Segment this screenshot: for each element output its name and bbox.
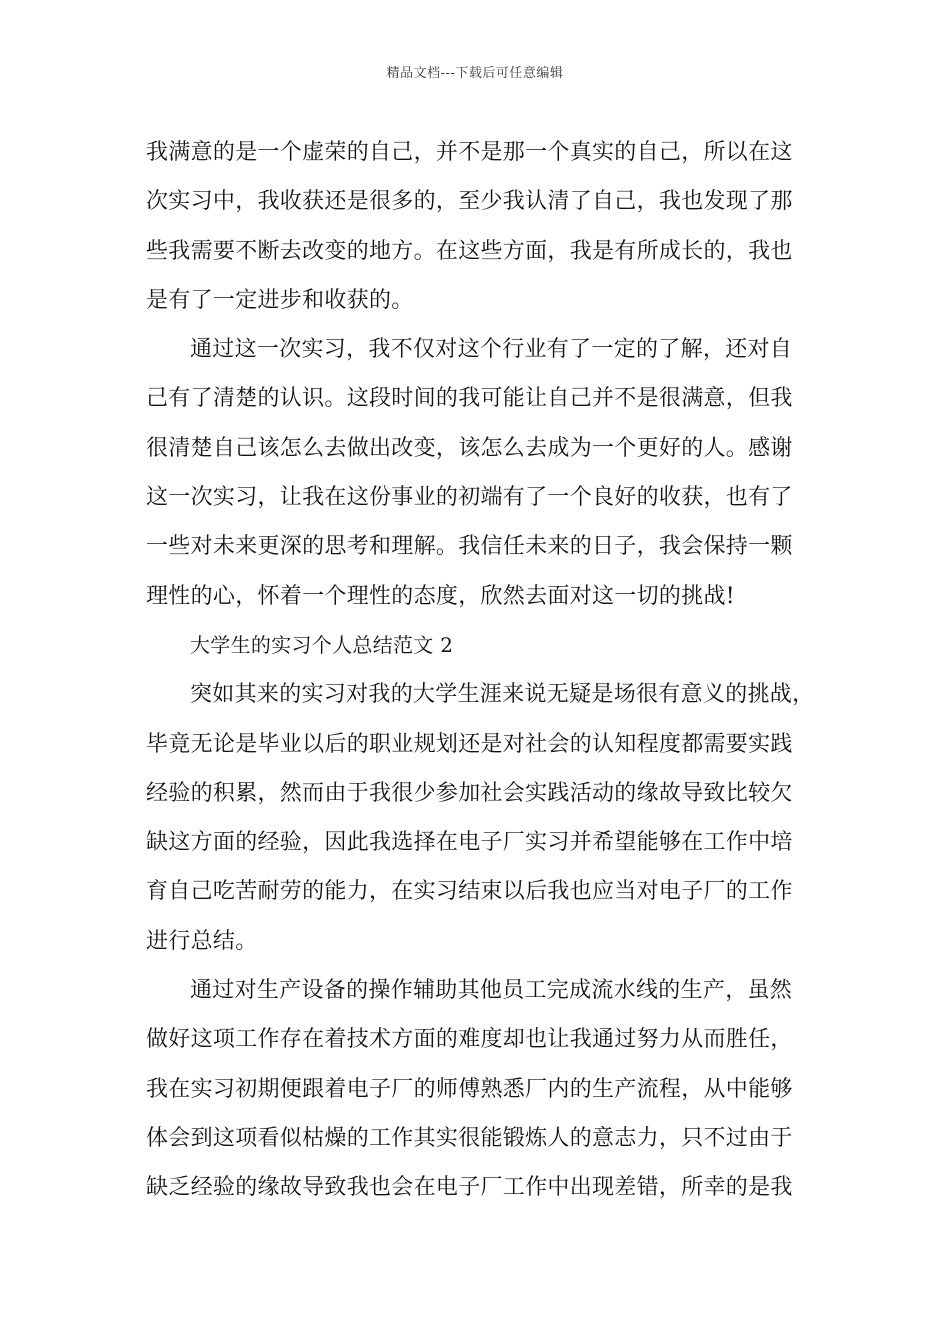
text-line: 经验的积累，然而由于我很少参加社会实践活动的缘故导致比较欠 [146, 780, 793, 806]
text-line: 体会到这项看似枯燥的工作其实很能锻炼人的意志力，只不过由于 [146, 1125, 793, 1151]
text-line: 进行总结。 [146, 928, 258, 954]
text-line: 做好这项工作存在着技术方面的难度却也让我通过努力从而胜任， [146, 1027, 793, 1053]
page-header: 精品文档---下载后可任意编辑 [386, 66, 564, 81]
text-line: 我满意的是一个虚荣的自己，并不是那一个真实的自己，所以在这 [146, 140, 793, 165]
text-line: 这一次实习，让我在这份事业的初端有了一个良好的收获，也有了 [146, 485, 793, 511]
text-line: 缺乏经验的缘故导致我也会在电子厂工作中出现差错，所幸的是我 [146, 1175, 793, 1201]
section-heading: 大学生的实习个人总结范文 2 [190, 632, 454, 657]
text-line: 通过对生产设备的操作辅助其他员工完成流水线的生产，虽然 [190, 978, 793, 1004]
text-line: 理性的心，怀着一个理性的态度，欣然去面对这一切的挑战! [146, 583, 735, 609]
text-line: 一些对未来更深的思考和理解。我信任未来的日子，我会保持一颗 [146, 534, 793, 560]
body-text [146, 128, 826, 1213]
text-line: 很清楚自己该怎么去做出改变，该怎么去成为一个更好的人。感谢 [146, 435, 793, 461]
text-line: 突如其来的实习对我的大学生涯来说无疑是场很有意义的挑战， [190, 682, 815, 708]
text-line: 缺这方面的经验，因此我选择在电子厂实习并希望能够在工作中培 [146, 830, 793, 856]
text-line: 些我需要不断去改变的地方。在这些方面，我是有所成长的，我也 [146, 238, 793, 264]
text-line: 我在实习初期便跟着电子厂的师傅熟悉厂内的生产流程，从中能够 [146, 1076, 793, 1102]
text-line: 毕竟无论是毕业以后的职业规划还是对社会的认知程度都需要实践 [146, 731, 793, 757]
text-line: 次实习中，我收获还是很多的，至少我认清了自己，我也发现了那 [146, 189, 793, 215]
text-line: 育自己吃苦耐劳的能力，在实习结束以后我也应当对电子厂的工作 [146, 879, 793, 905]
text-line: 通过这一次实习，我不仅对这个行业有了一定的了解，还对自 [190, 337, 793, 363]
text-line: 己有了清楚的认识。这段时间的我可能让自己并不是很满意，但我 [146, 386, 793, 412]
text-line: 是有了一定进步和收获的。 [146, 287, 414, 313]
